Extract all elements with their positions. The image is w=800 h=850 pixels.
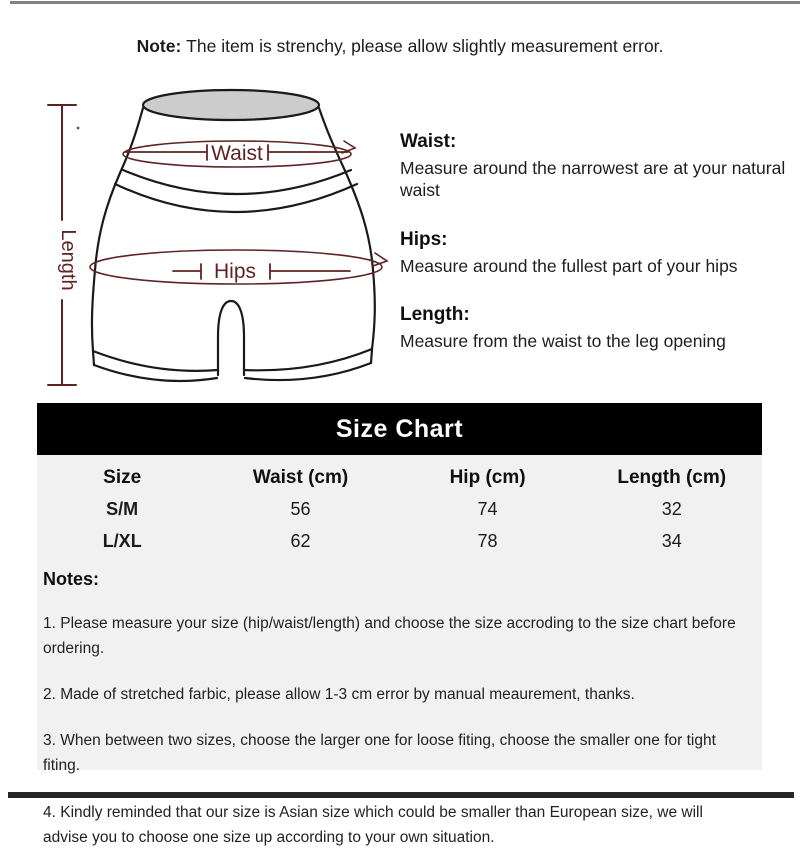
- col-header-length: Length (cm): [617, 467, 727, 488]
- diagram-length-label: Length: [57, 229, 79, 291]
- measure-guide: [400, 131, 788, 380]
- guide-item-waist: [400, 131, 788, 202]
- size-chart-body: [37, 455, 762, 846]
- note-item-3: 3. When between two sizes, choose the larger one for loose fiting, choose the smaller one for tight fiting.: [43, 732, 716, 775]
- col-header-size: Size: [103, 467, 142, 488]
- guide-hips-title: Hips:: [400, 228, 448, 250]
- size-chart-title: Size Chart: [37, 403, 762, 455]
- col-header-waist: Waist (cm): [252, 467, 349, 488]
- note-item-4: 4. Kindly reminded that our size is Asian size which could be smaller than European size, we will advise you to choose one size up according to your own situation.: [43, 803, 703, 846]
- stretch-note-text: The item is strenchy, please allow slightly measurement error.: [186, 36, 664, 56]
- size-chart-panel: [37, 403, 762, 846]
- diagram-waist-label: Waist: [211, 142, 263, 165]
- size-table: [37, 463, 762, 557]
- shorts-measurement-diagram: [30, 85, 390, 400]
- diagram-hips-label: Hips: [213, 260, 257, 283]
- cell-length-lxl: 34: [661, 530, 682, 551]
- guide-hips-desc: Measure around the fullest part of your hips: [400, 255, 738, 276]
- cell-length-sm: 32: [661, 498, 682, 519]
- notes-section: [37, 557, 762, 850]
- col-header-hip: Hip (cm): [449, 467, 526, 488]
- guide-length-desc: Measure from the waist to the leg opening: [400, 331, 726, 352]
- cell-waist-lxl: 62: [290, 530, 311, 551]
- cell-hip-lxl: 78: [477, 530, 498, 551]
- note-item-1: 1. Please measure your size (hip/waist/length) and choose the size accroding to the size chart before ordering.: [43, 615, 736, 658]
- guide-waist-desc: Measure around the narrowest are at your natural waist: [400, 158, 786, 201]
- guide-item-hips: [400, 229, 788, 277]
- guide-waist-title: Waist:: [400, 131, 457, 152]
- stray-dot: [77, 127, 80, 130]
- guide-item-length: [400, 304, 788, 352]
- stretch-note-label: Note:: [136, 36, 182, 56]
- guide-length-title: Length:: [400, 304, 470, 326]
- size-table-header-row: [37, 463, 762, 493]
- cell-size-sm: S/M: [106, 498, 139, 519]
- table-row: [37, 493, 762, 525]
- notes-heading: Notes:: [43, 569, 100, 589]
- cell-size-lxl: L/XL: [102, 530, 142, 551]
- stretch-note: [0, 36, 800, 57]
- cell-hip-sm: 74: [477, 498, 498, 519]
- note-item-2: 2. Made of stretched farbic, please allow 1-3 cm error by manual meaurement, thanks.: [43, 686, 635, 704]
- bottom-divider: [8, 792, 794, 798]
- table-row: [37, 525, 762, 557]
- cell-waist-sm: 56: [290, 498, 311, 519]
- top-divider: [10, 1, 800, 4]
- waist-opening: [143, 90, 319, 120]
